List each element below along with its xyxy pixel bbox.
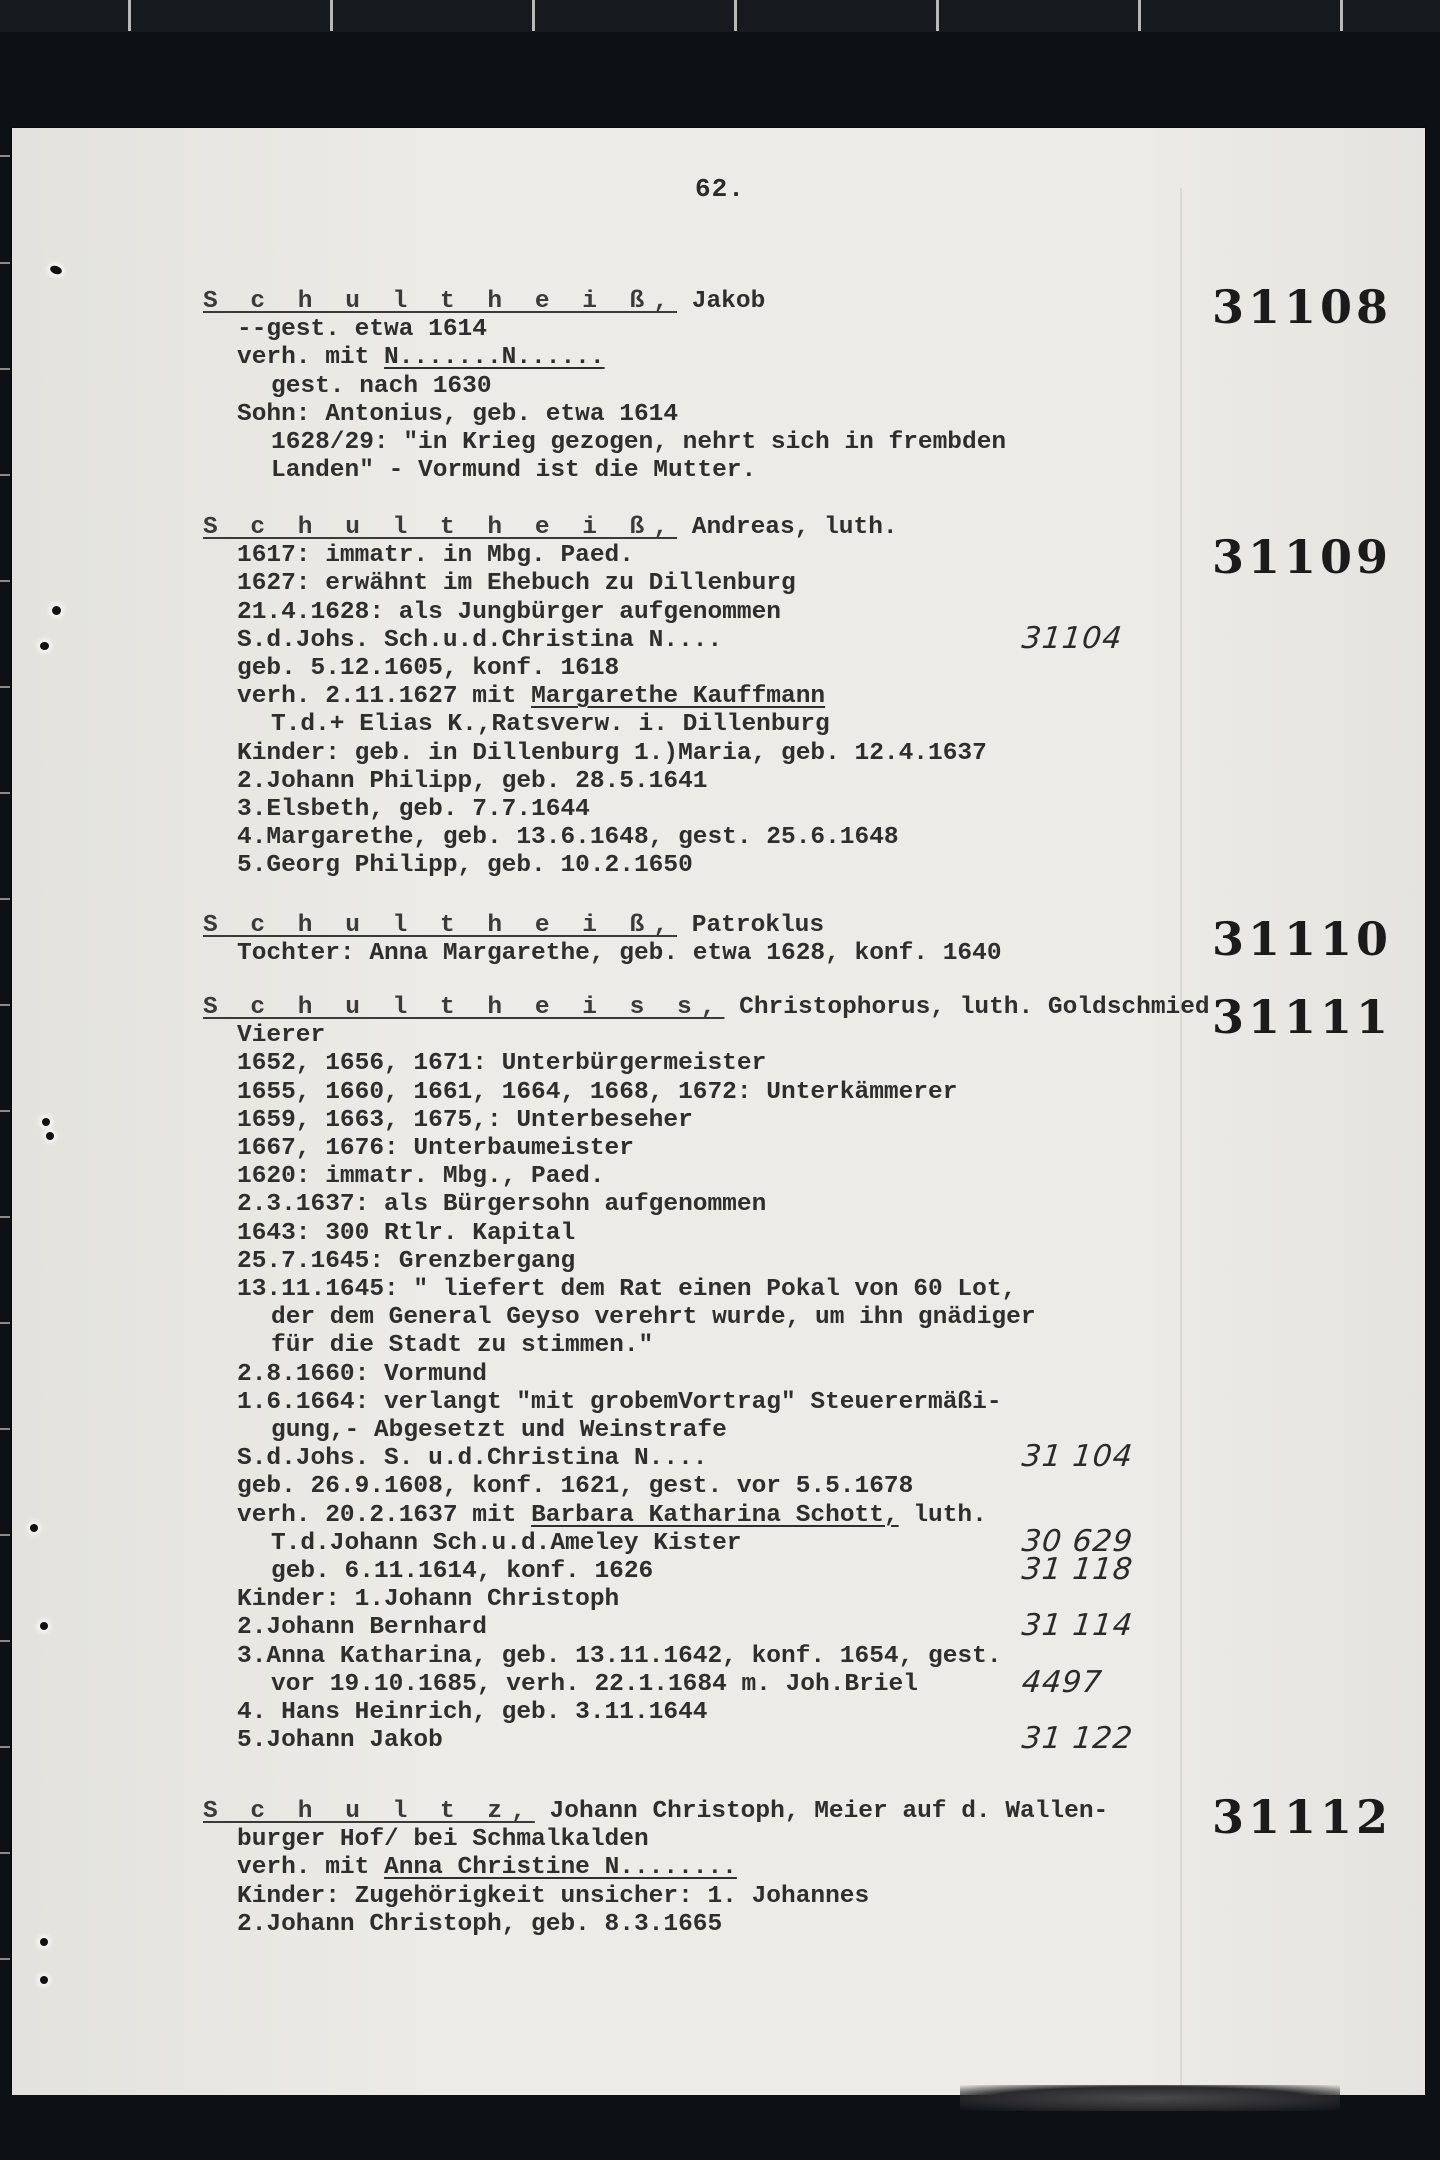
entry-line: Sohn: Antonius, geb. etwa 1614 [237, 400, 679, 428]
entry-line: 2.3.1637: als Bürgersohn aufgenommen [237, 1191, 767, 1219]
entry-line: 21.4.1628: als Jungbürger aufgenommen [237, 598, 781, 626]
reference-number: 31112 [1212, 1790, 1393, 1844]
entry-line: gest. nach 1630 [271, 372, 492, 400]
entry-header [203, 514, 987, 542]
entry-line: für die Stadt zu stimmen." [271, 1332, 654, 1360]
punch-mark-icon [46, 1132, 54, 1140]
given-name: Andreas, luth. [677, 514, 898, 541]
entry-line: 3.Anna Katharina, geb. 13.11.1642, konf. 1654, gest. [237, 1642, 1002, 1670]
entry-line: 1620: immatr. Mbg., Paed. [237, 1163, 605, 1191]
ruler-tick [330, 0, 333, 31]
entry-line: --gest. etwa 1614 [237, 316, 487, 344]
surname: S c h u l t z, [203, 1798, 535, 1825]
surname: S c h u l t h e i s s, [203, 994, 725, 1021]
punch-mark-icon [52, 606, 61, 615]
entry-line: T.d.+ Elias K.,Ratsverw. i. Dillenburg [271, 711, 830, 739]
entry-line: Vierer [237, 1022, 326, 1050]
genealogy-entry [203, 1798, 1108, 1939]
punch-mark-icon [30, 1524, 38, 1532]
entry-header [203, 912, 1002, 940]
entry-line: 5.Georg Philipp, geb. 10.2.1650 [237, 852, 693, 880]
handwritten-reference: 31 122 [1020, 1721, 1135, 1757]
punch-mark-icon [40, 1938, 48, 1946]
ruler-tick [936, 0, 939, 31]
page-shadow [960, 2085, 1340, 2111]
genealogy-entry [203, 288, 1006, 485]
spouse-name: N.......N...... [384, 344, 605, 372]
surname: S c h u l t h e i ß, [203, 912, 678, 939]
entry-line: Tochter: Anna Margarethe, geb. etwa 1628, konf. 1640 [237, 940, 1002, 968]
entry-line: 2.Johann Philipp, geb. 28.5.1641 [237, 767, 708, 795]
entry-line: geb. 6.11.1614, konf. 1626 [271, 1558, 654, 1586]
entry-header [203, 994, 1210, 1022]
entry-line: 5.Johann Jakob [237, 1727, 443, 1755]
handwritten-reference: 31 114 [1020, 1608, 1135, 1644]
entry-line: 2.8.1660: Vormund [237, 1360, 487, 1388]
punch-mark-icon [40, 1976, 48, 1984]
line-text: verh. 20.2.1637 mit [237, 1501, 532, 1529]
punch-mark-icon [40, 1622, 48, 1630]
ruler-tick [1138, 0, 1141, 31]
ruler-tick [532, 0, 535, 31]
handwritten-reference: 31 104 [1020, 1439, 1135, 1475]
spouse-name: Anna Christine N........ [384, 1854, 737, 1882]
entry-line: S.d.Johs. Sch.u.d.Christina N.... [237, 626, 723, 654]
genealogy-entry [203, 514, 1125, 881]
entry-line: 1617: immatr. in Mbg. Paed. [237, 542, 634, 570]
entry-line: 4. Hans Heinrich, geb. 3.11.1644 [237, 1699, 708, 1727]
entry-line: 3.Elsbeth, geb. 7.7.1644 [237, 796, 590, 824]
entry-line: 1643: 300 Rtlr. Kapital [237, 1219, 576, 1247]
document-page [12, 128, 1425, 2095]
entry-header [203, 288, 1006, 316]
surname: S c h u l t h e i ß, [203, 288, 678, 315]
entry-line: der dem General Geyso verehrt wurde, um ihn gnädiger [271, 1304, 1036, 1332]
entry-line: Kinder: geb. in Dillenburg 1.)Maria, geb. 12.4.1637 [237, 739, 987, 767]
entry-header [203, 1798, 1108, 1826]
handwritten-reference: 31 118 [1020, 1552, 1135, 1587]
line-text: verh. mit [237, 344, 385, 372]
spouse-name: Margarethe Kauffmann [531, 683, 826, 711]
line-text: verh. 2.11.1627 mit [237, 683, 532, 711]
reference-number: 31108 [1212, 280, 1393, 334]
entry-line: vor 19.10.1685, verh. 22.1.1684 m. Joh.Briel [271, 1670, 918, 1698]
entry-line: burger Hof/ bei Schmalkalden [237, 1826, 649, 1854]
surname: S c h u l t h e i ß, [203, 514, 678, 541]
entry-line: Landen" - Vormund ist die Mutter. [271, 457, 757, 485]
handwritten-reference: 31104 [1020, 620, 1125, 656]
entry-line: 25.7.1645: Grenzbergang [237, 1247, 576, 1275]
entry-line: 2.Johann Christoph, geb. 8.3.1665 [237, 1910, 723, 1938]
entry-line [203, 683, 987, 711]
given-name: Johann Christoph, Meier auf d. Wallen- [534, 1798, 1109, 1825]
punch-mark-icon [42, 1118, 50, 1126]
page-number: 62. [695, 174, 745, 204]
entry-line: geb. 26.9.1608, konf. 1621, gest. vor 5.5.1678 [237, 1473, 914, 1501]
entry-line: gung,- Abgesetzt und Weinstrafe [271, 1417, 727, 1445]
entry-line: 1628/29: "in Krieg gezogen, nehrt sich in frembden [271, 429, 1007, 457]
entry-line: 4.Margarethe, geb. 13.6.1648, gest. 25.6.1648 [237, 824, 899, 852]
entry-line: Kinder: 1.Johann Christoph [237, 1586, 620, 1614]
spouse-name: Barbara Katharina Schott, [531, 1501, 899, 1529]
entry-line: 2.Johann Bernhard [237, 1614, 487, 1642]
film-ruler [0, 0, 1440, 32]
punch-mark-icon [40, 642, 49, 650]
entry-line [203, 1854, 1108, 1882]
given-name: Christophorus, luth. Goldschmied [724, 994, 1210, 1021]
entry-line: 1627: erwähnt im Ehebuch zu Dillenburg [237, 570, 796, 598]
given-name: Jakob [677, 288, 766, 315]
handwritten-reference: 4497 [1020, 1664, 1105, 1700]
entry-line: 1659, 1663, 1675,: Unterbeseher [237, 1106, 693, 1134]
entry-line: T.d.Johann Sch.u.d.Ameley Kister [271, 1529, 742, 1557]
reference-number: 31111 [1212, 990, 1393, 1044]
entry-line: S.d.Johs. S. u.d.Christina N.... [237, 1445, 708, 1473]
entry-line: 1667, 1676: Unterbaumeister [237, 1135, 634, 1163]
line-text: luth. [898, 1501, 987, 1529]
entry-line [203, 344, 1006, 372]
entry-line: Kinder: Zugehörigkeit unsicher: 1. Johannes [237, 1882, 870, 1910]
handwritten-reference: 30 629 [1020, 1523, 1135, 1559]
ruler-tick [1340, 0, 1343, 31]
given-name: Patroklus [677, 912, 825, 939]
entry-line: 1655, 1660, 1661, 1664, 1668, 1672: Unterkämmerer [237, 1078, 958, 1106]
reference-number: 31110 [1212, 912, 1393, 966]
genealogy-entry [203, 994, 1210, 1755]
line-text: verh. mit [237, 1854, 385, 1882]
ruler-tick [734, 0, 737, 31]
entry-line: 1652, 1656, 1671: Unterbürgermeister [237, 1050, 767, 1078]
entry-line: 1.6.1664: verlangt "mit grobemVortrag" Steuerermäßi- [237, 1388, 1002, 1416]
genealogy-entry [203, 912, 1002, 968]
ruler-tick [128, 0, 131, 31]
entry-line: 13.11.1645: " liefert dem Rat einen Pokal von 60 Lot, [237, 1276, 1017, 1304]
reference-number: 31109 [1212, 530, 1393, 584]
punch-mark-icon [49, 264, 63, 276]
entry-line: geb. 5.12.1605, konf. 1618 [237, 655, 620, 683]
